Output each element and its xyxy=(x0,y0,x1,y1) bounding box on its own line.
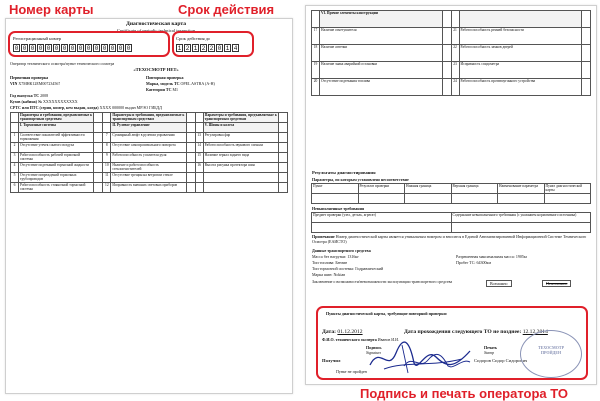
conclusion-possible: Возможно xyxy=(486,280,512,287)
card-front-page xyxy=(5,18,293,394)
validity-label: Срок действия до xyxy=(176,36,211,41)
requirement-text: Наличие и работоспособность стеклоочистителей xyxy=(111,163,186,173)
validity-digit: 2 xyxy=(185,45,190,52)
reg-number-digit: 0 xyxy=(54,45,59,52)
col-name: Наименование параметра xyxy=(498,184,545,194)
requirement-text: Отсутствие повреждений тормозных трубопроводов xyxy=(19,173,94,183)
mileage-value: 64300км xyxy=(476,260,492,265)
signature-label-en: Signature xyxy=(366,350,382,355)
vin-value: X7МНК12ЕМ007234567 xyxy=(18,81,61,86)
conclusion-impossible: Невозможно xyxy=(542,280,571,287)
reg-number-digit: 0 xyxy=(94,45,99,52)
reg-number-label: Регистрационный номер xyxy=(13,36,62,41)
signature-stamp-highlight xyxy=(316,306,588,380)
doc-row xyxy=(10,105,162,110)
requirement-text: Отсутствие утечек сжатого воздуха xyxy=(19,143,94,153)
validity-digit: 2 xyxy=(201,45,206,52)
validity-digits xyxy=(176,44,239,52)
validity-digit: 1 xyxy=(193,45,198,52)
col-lower: Нижняя граница xyxy=(405,184,452,194)
card-title-en: Certificate of periodic technical inspection xyxy=(116,28,196,33)
table-row: 5 Отсутствие повреждений тормозных трубопроводов 11 Отсутствие трещин на ветровом стекле xyxy=(11,173,288,183)
weight-label: Масса без нагрузки xyxy=(312,254,346,259)
table-row: 19 Наличие знака аварийной остановки 23 Исправность спидометра xyxy=(312,62,591,79)
requirement-text: Работоспособность усилителя руля xyxy=(111,153,186,163)
stamp-text-1: ТЕХОСМОТР xyxy=(537,345,565,350)
reg-number-digits xyxy=(13,44,132,52)
requirement-text: Наличие зеркал заднего вида xyxy=(203,153,278,163)
weight-value: 1316кг xyxy=(347,254,359,259)
requirement-text: Отсутствие трещин на ветровом стекле xyxy=(111,173,186,183)
mileage-row: Пробег ТС: 64300км xyxy=(456,260,492,265)
fuel-value: Бензин xyxy=(335,260,348,265)
reg-number-digit: 0 xyxy=(22,45,27,52)
date-value: 01.12.2012 xyxy=(337,329,363,335)
vehicle-data-label: Данные транспортного средства xyxy=(312,248,371,253)
table-row: 17 Наличие огнетушителя 21 Работоспособность ремней безопасности xyxy=(312,28,591,45)
requirement-text: Отсутствие подтекания топлива xyxy=(320,79,443,96)
reg-number-digit: 0 xyxy=(126,45,131,52)
requirement-text: Регулировка фар xyxy=(203,133,278,143)
doc-value: XXXX 000000 выдан МРЭО ГИБДД xyxy=(99,105,162,110)
requirement-text: Отсутствие самопроизвольного поворота xyxy=(111,143,186,153)
expert-value: Иванов И.И. xyxy=(377,337,400,342)
next-date-label: Дата прохождения следующего ТО не позднее: xyxy=(404,329,522,335)
validity-digit: 4 xyxy=(233,45,238,52)
col-header-1: Параметры и требования, предъявляемые к транспортным средствам xyxy=(20,113,93,121)
body-value: XXXXXXXXXXXX xyxy=(42,99,78,104)
year-label: Год выпуска ТС xyxy=(10,93,40,98)
requirement-text: Работоспособность противоугонного устройства xyxy=(459,79,582,96)
operator-name: «ТЕХОСМОТР НЕТ» xyxy=(133,67,179,72)
weight-row: Масса без нагрузки: 1316кг xyxy=(312,254,359,259)
col-equip: Пункт диагностической карты xyxy=(544,184,591,194)
note-text: Номер диагностической карты является уникальным номером и вносится в Единой Автоматизированной Информационной Системе Технического Осмотра (ЕАИСТО) xyxy=(312,234,587,244)
doc-label: СРТС или ПТС (серия, номер, кем выдан, когда) xyxy=(10,105,99,110)
requirement-text: Работоспособность звукового сигнала xyxy=(203,143,278,153)
reg-number-digit: 0 xyxy=(30,45,35,52)
col-value: Результат проверки xyxy=(358,184,405,194)
requirement-text: Работоспособность ремней безопасности xyxy=(459,28,582,45)
table-row: 1 Соответствие показателей эффективности торможения 7 Суммарный люфт в рулевом управлении 13 Регулировка фар xyxy=(11,133,288,143)
table-header-row xyxy=(312,184,591,194)
stamp-label-en: Stamp xyxy=(484,350,494,355)
col-header-3: Параметры и требования, предъявляемые к транспортным средствам xyxy=(204,113,277,121)
requirement-text: Отсутствие подтеканий тормозной жидкости xyxy=(19,163,94,173)
repeat-check-label: Пункты диагностической карты, требующие повторной проверки: xyxy=(326,311,448,316)
table-row: 4 Отсутствие подтеканий тормозной жидкости 10 Наличие и работоспособность стеклоочистителей 16 Высота рисунка протектора шин xyxy=(11,163,288,173)
section-other: VI. Прочие элементы конструкции xyxy=(320,11,443,28)
col-subject: Предмет проверки (узел, деталь, агрегат) xyxy=(312,213,452,223)
signature-label: Подпись xyxy=(366,345,382,350)
table-row: 3 Работоспособность рабочей тормозной системы 9 Работоспособность усилителя руля 15 Наличие зеркал заднего вида xyxy=(11,153,288,163)
operator-label: Оператор технического осмотра/пункт технического осмотра xyxy=(10,61,115,66)
category-value: M1 xyxy=(172,87,179,92)
card-title-ru: Диагностическая карта xyxy=(125,21,186,27)
requirement-text: Соответствие показателей эффективности торможения xyxy=(19,133,94,143)
brake-row: Тип тормозной системы: Гидравлический xyxy=(312,266,384,271)
requirement-text: Работоспособность рабочей тормозной системы xyxy=(19,153,94,163)
next-date-value: 12.12.2014 xyxy=(522,329,548,335)
fuel-row: Тип топлива: Бензин xyxy=(312,260,348,265)
section-brakes: I. Тормозные системы xyxy=(19,123,94,133)
reg-number-digit: 0 xyxy=(70,45,75,52)
reg-number-digit: 0 xyxy=(62,45,67,52)
category-label: Категория ТС xyxy=(146,87,172,92)
repeat-hint: Пункт не пройден xyxy=(336,369,367,374)
section-steering: II. Рулевое управление xyxy=(111,123,186,133)
col-header-2: Параметры и требования, предъявляемые к транспортным средствам xyxy=(112,113,185,121)
category-row xyxy=(146,87,178,92)
reg-number-digit: 0 xyxy=(46,45,51,52)
receiver-label: Получил xyxy=(322,358,341,363)
requirement-text: Исправность спидометра xyxy=(459,62,582,79)
requirement-text: Наличие знака аварийной остановки xyxy=(320,62,443,79)
section-lights: V. Шины и колеса xyxy=(203,123,278,133)
inspection-table xyxy=(10,112,288,193)
fuel-label: Тип топлива xyxy=(312,260,334,265)
vin-row xyxy=(10,81,60,86)
nonconform-table xyxy=(311,212,591,233)
mileage-label: Пробег ТС xyxy=(456,260,475,265)
date-label: Дата: xyxy=(322,329,336,335)
stamp-label: Печать xyxy=(484,345,498,350)
col-content: Содержание невыполненного требования (с указанием нормативного источника) xyxy=(451,213,591,223)
requirement-text: Высота рисунка протектора шин xyxy=(203,163,278,173)
body-label: Кузов (кабина) № xyxy=(10,99,42,104)
section-row xyxy=(11,123,288,133)
make-label: Марка, модель ТС xyxy=(146,81,180,86)
brake-value: Гидравлический xyxy=(355,266,384,271)
vin-label: VIN xyxy=(10,81,18,86)
stamp-text-2: ПРОЙДЕН xyxy=(540,350,562,355)
reg-number-digit: 0 xyxy=(110,45,115,52)
validity-callout: Срок действия xyxy=(178,2,275,17)
primary-inspection: Первичная проверка xyxy=(10,75,49,80)
expert-label: Ф.И.О. технического эксперта xyxy=(322,337,377,342)
card-back-page xyxy=(305,5,597,385)
make-row xyxy=(146,81,215,86)
signature-stamp-callout: Подпись и печать оператора ТО xyxy=(360,386,568,401)
note-row xyxy=(312,234,590,244)
reg-number-digit: 0 xyxy=(78,45,83,52)
max-weight-row: Разрешенная максимальная масса: 1905кг xyxy=(456,254,528,259)
note-label: Примечание xyxy=(312,234,335,239)
requirement-text: Суммарный люфт в рулевом управлении xyxy=(111,133,186,143)
max-weight-value: 1905кг xyxy=(515,254,528,259)
nonconform-label: Невыполненные требования xyxy=(312,206,365,211)
tires-row: Марка шин: Nokian xyxy=(312,272,346,277)
table-row xyxy=(312,194,591,204)
table-header-row xyxy=(312,213,591,223)
reg-number-digit: 0 xyxy=(38,45,43,52)
results-table xyxy=(311,183,591,204)
table-row xyxy=(312,223,591,233)
reg-number-digit: 0 xyxy=(86,45,91,52)
tires-value: Nokian xyxy=(333,272,346,277)
validity-digit: 2 xyxy=(209,45,214,52)
reg-number-digit: 0 xyxy=(118,45,123,52)
requirement-text: Исправность внешних световых приборов xyxy=(111,183,186,193)
requirement-text: Наличие аптечки xyxy=(320,45,443,62)
reg-number-digit: 0 xyxy=(102,45,107,52)
validity-digit: 1 xyxy=(225,45,230,52)
col-upper: Верхняя граница xyxy=(451,184,498,194)
conclusion-label: Заключение о возможности/невозможности эксплуатации транспортного средства xyxy=(312,279,453,284)
table-row: 6 Работоспособность стояночной тормозной системы 12 Исправность внешних световых приборов xyxy=(11,183,288,193)
col-item: Пункт xyxy=(312,184,359,194)
requirement-text: Работоспособность замков дверей xyxy=(459,45,582,62)
year-value: 2008 xyxy=(40,93,49,98)
max-weight-label: Разрешенная максимальная масса xyxy=(456,254,514,259)
results-title: Результаты диагностирования xyxy=(312,170,376,175)
table-row: 2 Отсутствие утечек сжатого воздуха 8 Отсутствие самопроизвольного поворота 14 Работоспособность звукового сигнала xyxy=(11,143,288,153)
year-row xyxy=(10,93,48,98)
requirement-text: Наличие огнетушителя xyxy=(320,28,443,45)
body-row xyxy=(10,99,78,104)
receiver-value: Сидоров Сидор Сидорович xyxy=(474,358,528,363)
make-value: OPEL ASTRA (A-H) xyxy=(180,81,215,86)
validity-digit: 0 xyxy=(217,45,222,52)
tires-label: Марка шин xyxy=(312,272,332,277)
card-number-callout: Номер карты xyxy=(9,2,94,17)
repeat-inspection: Повторная проверка xyxy=(146,75,184,80)
table-row: 20 Отсутствие подтекания топлива 24 Работоспособность противоугонного устройства xyxy=(312,79,591,96)
other-elements-table xyxy=(311,10,591,96)
requirement-text: Работоспособность стояночной тормозной системы xyxy=(19,183,94,193)
table-header-row xyxy=(11,113,288,123)
brake-label: Тип тормозной системы xyxy=(312,266,354,271)
table-row: 18 Наличие аптечки 22 Работоспособность замков дверей xyxy=(312,45,591,62)
validity-digit: 1 xyxy=(177,45,182,52)
section-row xyxy=(312,11,591,28)
results-subtitle: Параметры, по которым установлено несоответствие xyxy=(312,177,409,182)
reg-number-digit: 0 xyxy=(14,45,19,52)
